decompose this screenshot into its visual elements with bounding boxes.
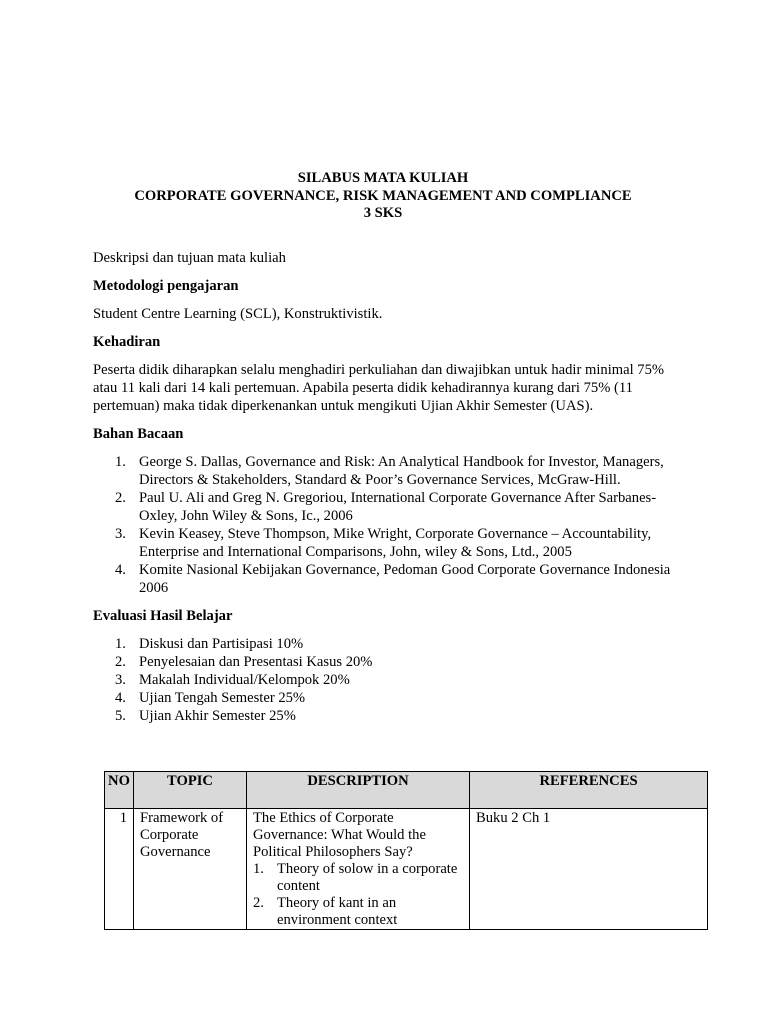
list-text: George S. Dallas, Governance and Risk: An Analytical Handbook for Investor, Managers, Directors & Stakeholders, Standard & Poor’s Governance Services, McGraw-Hill.	[139, 454, 664, 488]
cell-no: 1	[105, 809, 134, 930]
bahan-bacaan-list	[93, 453, 683, 597]
list-item	[253, 861, 463, 895]
list-item	[93, 525, 683, 561]
table-row	[105, 809, 708, 930]
list-number: 2.	[115, 490, 126, 506]
cell-topic: Framework of Corporate Governance	[134, 809, 247, 930]
title-line-2: CORPORATE GOVERNANCE, RISK MANAGEMENT AND COMPLIANCE	[134, 187, 632, 204]
description-sublist	[253, 861, 463, 929]
list-text: Penyelesaian dan Presentasi Kasus 20%	[139, 654, 373, 670]
list-number: 4.	[115, 690, 126, 706]
column-header-references: REFERENCES	[470, 772, 708, 809]
list-text: Theory of kant in an environment context	[277, 895, 398, 928]
kehadiran-text: Peserta didik diharapkan selalu menghadiri perkuliahan dan diwajibkan untuk hadir minimal 75% atau 11 kali dari 14 kali pertemuan. Apabila peserta didik kehadirannya kurang dari 75% (11 pertemuan) maka tidak diperkenankan untuk mengikuti Ujian Akhir Semester (UAS).	[93, 362, 665, 414]
list-text: Kevin Keasey, Steve Thompson, Mike Wright, Corporate Governance – Accountability, Enterprise and International Comparisons, John, wiley & Sons, Ltd., 2005	[139, 526, 652, 560]
evaluasi-list	[93, 635, 683, 725]
list-number: 4.	[115, 562, 126, 578]
description-label: Deskripsi dan tujuan mata kuliah	[93, 250, 286, 266]
list-text: Paul U. Ali and Greg N. Gregoriou, International Corporate Governance After Sarbanes-Oxley, John Wiley & Sons, Ic., 2006	[139, 490, 657, 524]
document-body	[93, 249, 683, 735]
evaluasi-heading: Evaluasi Hasil Belajar	[93, 608, 233, 624]
document-title	[93, 170, 673, 223]
list-item	[93, 671, 683, 689]
list-number: 1.	[115, 454, 126, 470]
title-line-1: SILABUS MATA KULIAH	[297, 170, 469, 186]
list-item	[93, 635, 683, 653]
table-header-row	[105, 772, 708, 809]
bahan-bacaan-heading: Bahan Bacaan	[93, 426, 184, 442]
list-item	[93, 453, 683, 489]
list-text: Diskusi dan Partisipasi 10%	[139, 636, 304, 652]
list-number: 5.	[115, 708, 126, 724]
list-number: 1.	[253, 861, 264, 877]
column-header-no: NO	[105, 772, 134, 809]
column-header-topic: TOPIC	[134, 772, 247, 809]
list-text: Makalah Individual/Kelompok 20%	[139, 672, 350, 688]
list-number: 3.	[115, 526, 126, 542]
title-line-3: 3 SKS	[363, 205, 403, 221]
kehadiran-heading: Kehadiran	[93, 334, 161, 350]
list-item	[93, 489, 683, 525]
list-number: 2.	[253, 895, 264, 911]
syllabus-table	[104, 771, 708, 930]
list-item	[93, 707, 683, 725]
list-number: 3.	[115, 672, 126, 688]
list-item	[93, 561, 683, 597]
list-text: Ujian Akhir Semester 25%	[139, 708, 296, 724]
list-item	[253, 895, 463, 929]
cell-description	[247, 809, 470, 930]
metodologi-heading: Metodologi pengajaran	[93, 278, 239, 294]
list-text: Komite Nasional Kebijakan Governance, Pedoman Good Corporate Governance Indonesia 2006	[139, 562, 671, 596]
list-item	[93, 653, 683, 671]
description-text: The Ethics of Corporate Governance: What Would the Political Philosophers Say?	[253, 810, 426, 860]
list-text: Theory of solow in a corporate content	[277, 861, 458, 894]
list-item	[93, 689, 683, 707]
column-header-description: DESCRIPTION	[247, 772, 470, 809]
list-number: 2.	[115, 654, 126, 670]
list-text: Ujian Tengah Semester 25%	[139, 690, 306, 706]
metodologi-text: Student Centre Learning (SCL), Konstruktivistik.	[93, 306, 383, 322]
cell-references: Buku 2 Ch 1	[470, 809, 708, 930]
list-number: 1.	[115, 636, 126, 652]
